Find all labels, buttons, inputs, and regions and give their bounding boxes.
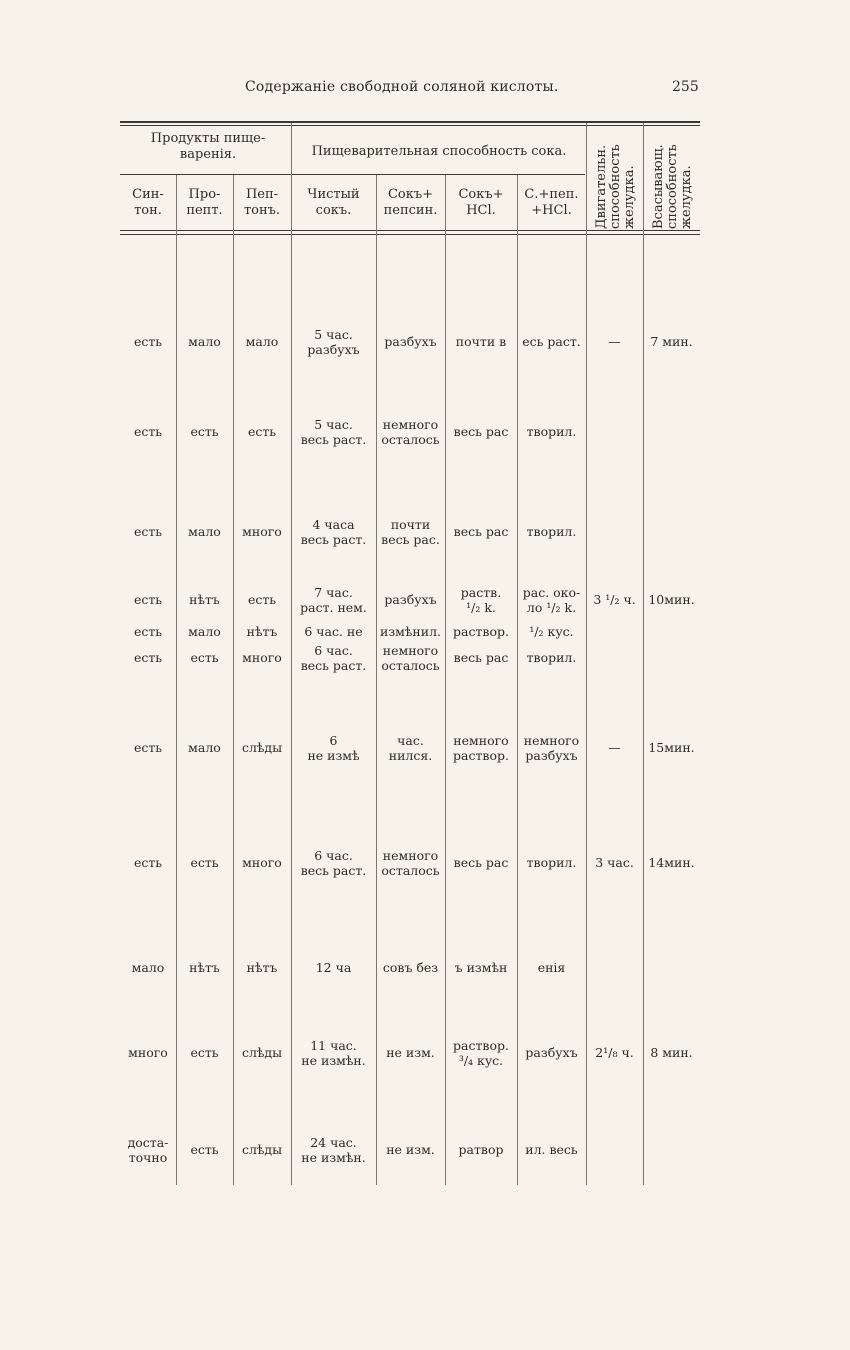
- cell-line: 5 час.: [314, 327, 353, 342]
- table-cell: [291, 517, 376, 547]
- cell-line: не измѣн.: [301, 1053, 366, 1068]
- table-cell: весь рас: [453, 524, 509, 539]
- table-cell: есть: [133, 524, 163, 539]
- table-top-rule: [120, 121, 700, 123]
- cell-line: доста-: [127, 1135, 169, 1150]
- cell-line: не измѣ: [307, 748, 360, 763]
- table-cell: разбухъ: [384, 592, 437, 607]
- table-cell: есть: [133, 592, 163, 607]
- cell-line: разбухъ: [307, 342, 360, 357]
- cell-line: весь раст.: [300, 658, 367, 673]
- table-cell: 6 час. не: [304, 624, 363, 639]
- table-cell: [291, 1038, 376, 1068]
- cell-line: весь раст.: [300, 863, 367, 878]
- cell-line: ³/₄ кус.: [458, 1053, 504, 1068]
- subheader-line: Чистый: [307, 187, 360, 202]
- table-cell: 8 мин.: [650, 1045, 693, 1060]
- column-divider: [445, 175, 446, 1185]
- table-cell: есть: [190, 1142, 219, 1157]
- cell-line: нился.: [388, 748, 433, 763]
- header-absorb-line2: способность: [665, 144, 680, 229]
- cell-line: весь раст.: [300, 432, 367, 447]
- table-cell: [445, 585, 517, 615]
- cell-line: точно: [128, 1150, 168, 1165]
- table-cell: мало: [188, 740, 221, 755]
- table-cell: 14мин.: [648, 855, 695, 870]
- cell-line: раст. нем.: [300, 600, 367, 615]
- table-cell: совъ без: [382, 960, 439, 975]
- table-cell: нѣтъ: [189, 960, 220, 975]
- column-divider: [376, 175, 377, 1185]
- table-cell: нѣтъ: [246, 960, 278, 975]
- cell-line: 24 час.: [310, 1135, 357, 1150]
- table-cell: [445, 1038, 517, 1068]
- cell-line: 6 час.: [314, 643, 353, 658]
- table-cell: есть: [247, 592, 277, 607]
- table-cell: 3 час.: [595, 855, 634, 870]
- header-absorb-line3: желудка.: [679, 165, 694, 229]
- table-cell: мало: [188, 624, 221, 639]
- table-cell: [517, 733, 586, 763]
- table-cell: весь рас: [453, 855, 509, 870]
- header-products-line2: варенія.: [179, 147, 237, 162]
- table-cell: 7 мин.: [650, 334, 693, 349]
- cell-line: немного: [382, 643, 439, 658]
- table-cell: творил.: [526, 650, 577, 665]
- table-cell: [291, 733, 376, 763]
- table-cell: ил. весь: [525, 1142, 578, 1157]
- subheader-line: Син-: [132, 187, 164, 202]
- subheader-line: сокъ.: [315, 203, 352, 218]
- table-cell: ратвор: [458, 1142, 504, 1157]
- table-cell: почти в: [455, 334, 507, 349]
- cell-line: 7 час.: [314, 585, 353, 600]
- table-cell: много: [128, 1045, 168, 1060]
- table-cell: разбухъ: [384, 334, 437, 349]
- header-absorb-line1: Всасывающ.: [651, 144, 666, 229]
- table-cell: есть: [190, 424, 219, 439]
- header-bottom-rule: [120, 230, 700, 231]
- table-cell: [120, 1135, 176, 1165]
- table-cell: 12 ча: [315, 960, 352, 975]
- table-cell: мало: [131, 960, 165, 975]
- table-cell: есть: [190, 1045, 219, 1060]
- cell-line: ло ¹/₂ k.: [526, 600, 577, 615]
- cell-line: весь рас.: [381, 532, 440, 547]
- table-cell: творил.: [526, 524, 577, 539]
- table-cell: 3 ¹/₂ ч.: [593, 592, 636, 607]
- table-cell: есть: [133, 424, 163, 439]
- cell-line: час.: [397, 733, 424, 748]
- subheader-line: Сокъ+: [458, 187, 504, 202]
- table-cell: [291, 643, 376, 673]
- subheader-line: пепсин.: [383, 203, 438, 218]
- table-cell: [376, 643, 445, 673]
- cell-line: не измѣн.: [301, 1150, 366, 1165]
- table-cell: не изм.: [386, 1142, 435, 1157]
- table-cell: 10мин.: [648, 592, 695, 607]
- table-cell: [376, 848, 445, 878]
- table-cell: енія: [537, 960, 566, 975]
- table-cell: [376, 733, 445, 763]
- table-cell: —: [608, 740, 621, 755]
- header-bottom-rule-2: [120, 234, 700, 235]
- column-divider: [233, 175, 234, 1185]
- table-cell: —: [608, 334, 621, 349]
- table-cell: [291, 1135, 376, 1165]
- cell-line: раств.: [460, 585, 502, 600]
- table-cell: мало: [245, 334, 279, 349]
- table-cell: слѣды: [241, 740, 283, 755]
- subheader-line: тонъ.: [243, 203, 281, 218]
- cell-line: раствор.: [453, 1038, 509, 1053]
- table-cell: [291, 848, 376, 878]
- cell-line: немного: [382, 417, 439, 432]
- cell-line: 6 час.: [314, 848, 353, 863]
- subheader-propept: [176, 187, 233, 219]
- subheader-line: тон.: [134, 203, 162, 218]
- column-divider: [517, 175, 518, 1185]
- subheader-pure-juice: [291, 187, 376, 219]
- cell-line: ¹/₂ k.: [466, 600, 496, 615]
- table-cell: не изм.: [386, 1045, 435, 1060]
- page-number: 255: [672, 79, 699, 95]
- running-header-title: Содержаніе свободной соляной кислоты.: [245, 79, 559, 95]
- cell-line: 11 час.: [310, 1038, 357, 1053]
- header-motor-line1: Двигательн.: [594, 144, 609, 229]
- table-cell: есть: [190, 650, 219, 665]
- subheader-line: HCl.: [466, 203, 496, 218]
- cell-line: осталось: [381, 432, 440, 447]
- table-cell: весь рас: [453, 650, 509, 665]
- subheader-line: пепт.: [186, 203, 223, 218]
- table-cell: [291, 327, 376, 357]
- table-cell: [376, 517, 445, 547]
- column-divider: [176, 175, 177, 1185]
- header-motor-line2: способность: [608, 144, 623, 229]
- table-cell: ъ измѣн: [454, 960, 508, 975]
- cell-line: рас. око-: [522, 585, 581, 600]
- cell-line: почти: [390, 517, 431, 532]
- table-cell: творил.: [526, 424, 577, 439]
- table-cell: измѣнил.: [380, 624, 441, 639]
- subheader-line: +HCl.: [531, 203, 572, 218]
- table-cell: весь рас: [453, 424, 509, 439]
- subheader-line: Про-: [188, 187, 221, 202]
- table-cell: много: [242, 855, 282, 870]
- table-cell: есть: [133, 855, 163, 870]
- table-cell: мало: [188, 334, 221, 349]
- subheader-juice-pepsin-hcl: [517, 187, 586, 219]
- table-cell: [376, 417, 445, 447]
- table-cell: есть: [133, 334, 163, 349]
- header-absorb: [643, 125, 700, 229]
- table-cell: нѣтъ: [189, 592, 220, 607]
- subheader-rule: [120, 174, 585, 175]
- cell-line: 6: [329, 733, 338, 748]
- table-cell: есь раст.: [522, 334, 581, 349]
- table-cell: [291, 585, 376, 615]
- table-cell: есть: [133, 650, 163, 665]
- cell-line: разбухъ: [525, 748, 578, 763]
- table-cell: слѣды: [241, 1045, 283, 1060]
- cell-line: 5 час.: [314, 417, 353, 432]
- table-cell: творил.: [526, 855, 577, 870]
- header-motor: [586, 125, 643, 229]
- table-cell: много: [242, 650, 282, 665]
- table-cell: ¹/₂ кус.: [529, 624, 574, 639]
- header-products-line1: Продукты пище-: [150, 131, 266, 146]
- table-cell: есть: [133, 740, 163, 755]
- table-cell: много: [242, 524, 282, 539]
- cell-line: весь раст.: [300, 532, 367, 547]
- cell-line: немного: [453, 733, 509, 748]
- cell-line: осталось: [381, 863, 440, 878]
- table-cell: есть: [190, 855, 219, 870]
- table-cell: есть: [133, 624, 163, 639]
- subheader-juice-pepsin: [376, 187, 445, 219]
- table-cell: 15мин.: [648, 740, 695, 755]
- table-cell: нѣтъ: [246, 624, 278, 639]
- table-cell: [291, 417, 376, 447]
- header-products: [128, 131, 288, 163]
- cell-line: немного: [382, 848, 439, 863]
- column-divider: [643, 123, 644, 1185]
- cell-line: немного: [523, 733, 580, 748]
- column-divider: [586, 123, 587, 1185]
- subheader-line: Сокъ+: [387, 187, 434, 202]
- subheader-synton: [120, 187, 176, 219]
- table-cell: раствор.: [453, 624, 509, 639]
- table-cell: 2¹/₈ ч.: [595, 1045, 634, 1060]
- table-cell: разбухъ: [525, 1045, 578, 1060]
- table-cell: есть: [247, 424, 277, 439]
- table-cell: [517, 585, 586, 615]
- header-motor-line3: желудка.: [622, 165, 637, 229]
- cell-line: 4 часа: [312, 517, 355, 532]
- cell-line: осталось: [381, 658, 440, 673]
- subheader-line: Пеп-: [245, 187, 279, 202]
- table-cell: [445, 733, 517, 763]
- table-cell: мало: [188, 524, 221, 539]
- header-digestive: Пищеварительная способность сока.: [311, 144, 567, 159]
- subheader-line: С.+пеп.: [524, 187, 579, 202]
- cell-line: раствор.: [453, 748, 509, 763]
- subheader-pepton: [233, 187, 291, 219]
- table-cell: слѣды: [241, 1142, 283, 1157]
- subheader-juice-hcl: [445, 187, 517, 219]
